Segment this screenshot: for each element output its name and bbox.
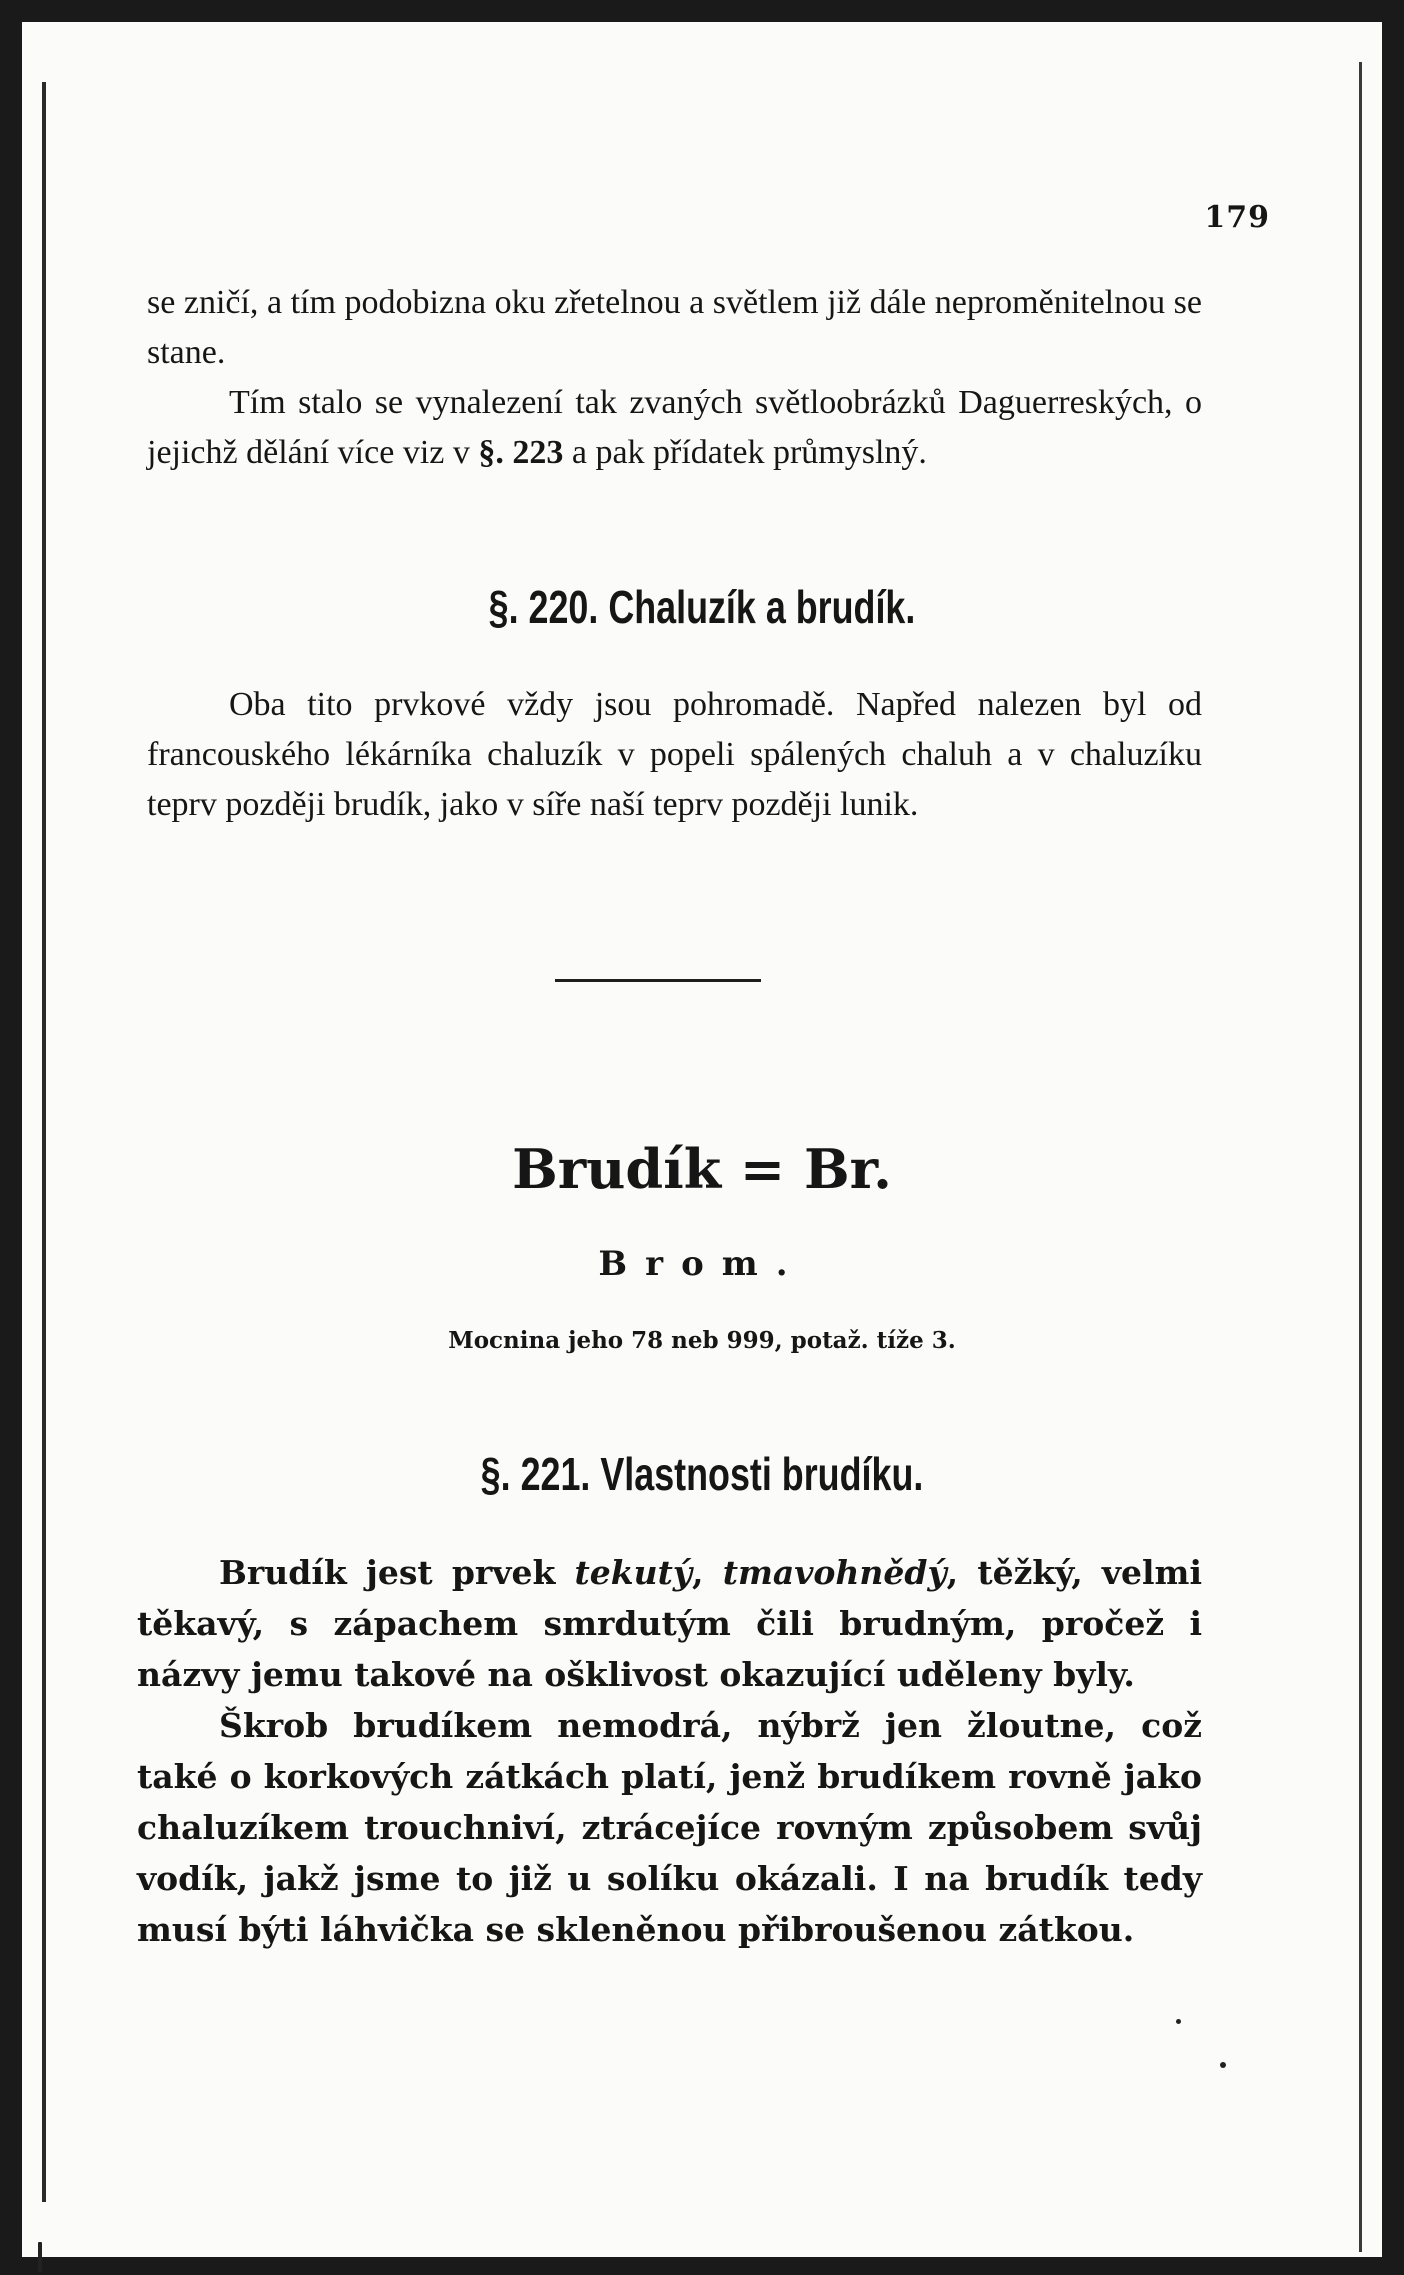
intro-line-1: se zničí, a tím podobizna oku zřetelnou a světlem již dále neproměnitelnou se stane. — [147, 284, 1202, 371]
section-221-text — [137, 1547, 1202, 1955]
intro-line-2-start: Tím stalo se vynalezení tak zvaných světloobrázků Daguerreských, o jejichž dělání více viz v — [147, 384, 1202, 471]
emphasis-tekuty: tekutý — [574, 1553, 693, 1592]
intro-paragraph — [147, 278, 1202, 478]
intro-line-2-end: a pak přídatek průmyslný. — [563, 434, 927, 471]
book-page — [22, 22, 1382, 2257]
section-220-heading: §. 220. Chaluzík a brudík. — [488, 581, 916, 633]
emphasis-tmavohnedy: tmavohnědý — [722, 1553, 947, 1592]
section-reference: §. 223 — [478, 434, 564, 471]
section-221-heading: §. 221. Vlastnosti brudíku. — [480, 1448, 924, 1500]
page-number: 179 — [1204, 200, 1270, 235]
element-title: Brudík = Br. — [512, 1137, 892, 1201]
element-weight: Mocnina jeho 78 neb 999, potaž. tíže 3. — [448, 1327, 956, 1354]
speck — [38, 2242, 42, 2272]
section-220-text: Oba tito prvkové vždy jsou pohromadě. Napřed nalezen byl od francouského lékárníka chaluzík v popeli spálených chaluh a v chaluzíku teprv později brudík, jako v síře naší teprv později lunik. — [147, 686, 1202, 823]
section-221-paragraph-2: Škrob brudíkem nemodrá, nýbrž jen žloutne, což také o korkových zátkách platí, jenž brudíkem rovně jako chaluzíkem trouchniví, ztrácejíce rovným způsobem svůj vodík, jakž jsme to již u solíku okázali. I na brudík tedy musí býti láhvička se skleněnou přibroušenou zátkou. — [137, 1706, 1202, 1949]
speck — [1176, 2019, 1181, 2024]
element-name: Brom. — [598, 1244, 806, 1284]
divider-rule — [555, 979, 761, 982]
speck — [1220, 2062, 1226, 2068]
section-221-paragraph-1: Brudík jest prvek tekutý, tmavohnědý, těžký, velmi těkavý, s zápachem smrdutým čili brudným, pročež i názvy jemu takové na ošklivost okazující uděleny byly. — [137, 1553, 1203, 1694]
